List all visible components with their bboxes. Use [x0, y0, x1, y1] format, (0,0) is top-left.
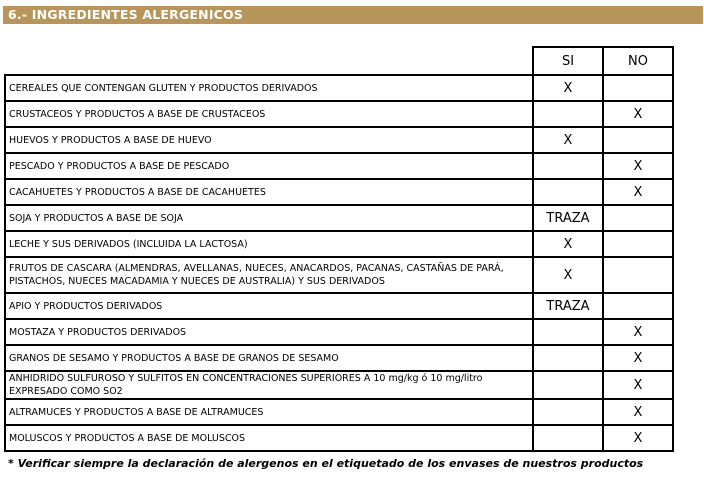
footnote: * Verificar siempre la declaración de alergenos en el etiquetado de los envases de nuestros productos	[8, 457, 644, 470]
allergen-si-mark	[533, 319, 603, 345]
allergen-si-mark	[533, 371, 603, 399]
allergen-si-mark	[533, 425, 603, 451]
allergen-si-mark	[533, 153, 603, 179]
allergen-no-mark: X	[603, 425, 673, 451]
allergen-name: APIO Y PRODUCTOS DERIVADOS	[5, 293, 533, 319]
allergen-no-mark	[603, 293, 673, 319]
allergen-row	[5, 231, 673, 257]
allergens-table	[4, 46, 674, 452]
allergen-si-mark: TRAZA	[533, 205, 603, 231]
allergen-row	[5, 257, 673, 293]
allergen-si-mark	[533, 101, 603, 127]
allergen-row	[5, 371, 673, 399]
allergen-row	[5, 75, 673, 101]
allergen-name: MOSTAZA Y PRODUCTOS DERIVADOS	[5, 319, 533, 345]
allergen-name: SOJA Y PRODUCTOS A BASE DE SOJA	[5, 205, 533, 231]
allergen-no-mark: X	[603, 153, 673, 179]
allergen-row	[5, 319, 673, 345]
allergen-name: CRUSTACEOS Y PRODUCTOS A BASE DE CRUSTACEOS	[5, 101, 533, 127]
allergen-si-mark: X	[533, 127, 603, 153]
allergen-no-mark: X	[603, 371, 673, 399]
column-header-no: NO	[603, 47, 673, 75]
allergen-no-mark: X	[603, 399, 673, 425]
table-header-blank	[5, 47, 533, 75]
allergen-name: LECHE Y SUS DERIVADOS (INCLUIDA LA LACTOSA)	[5, 231, 533, 257]
allergen-si-mark: TRAZA	[533, 293, 603, 319]
allergen-row	[5, 101, 673, 127]
section-title: 6.- INGREDIENTES ALERGENICOS	[3, 6, 703, 24]
allergen-row	[5, 205, 673, 231]
allergens-table-body	[5, 47, 673, 451]
allergen-row	[5, 153, 673, 179]
allergen-name: PESCADO Y PRODUCTOS A BASE DE PESCADO	[5, 153, 533, 179]
allergen-no-mark	[603, 231, 673, 257]
allergen-name: CEREALES QUE CONTENGAN GLUTEN Y PRODUCTOS DERIVADOS	[5, 75, 533, 101]
allergen-row	[5, 345, 673, 371]
allergen-si-mark	[533, 399, 603, 425]
allergen-row	[5, 179, 673, 205]
allergen-si-mark	[533, 179, 603, 205]
allergen-name: ALTRAMUCES Y PRODUCTOS A BASE DE ALTRAMUCES	[5, 399, 533, 425]
allergen-row	[5, 293, 673, 319]
column-header-si: SI	[533, 47, 603, 75]
allergen-no-mark: X	[603, 319, 673, 345]
table-header-row	[5, 47, 673, 75]
allergen-no-mark	[603, 205, 673, 231]
allergen-name: FRUTOS DE CASCARA (ALMENDRAS, AVELLANAS, NUECES, ANACARDOS, PACANAS, CASTAÑAS DE PARÁ, PISTACHOS, NUECES MACADAMIA Y NUECES DE AUSTRALIA) Y SUS DERIVADOS	[5, 257, 533, 293]
allergen-name: CACAHUETES Y PRODUCTOS A BASE DE CACAHUETES	[5, 179, 533, 205]
allergen-no-mark: X	[603, 101, 673, 127]
allergen-si-mark: X	[533, 75, 603, 101]
allergen-name: HUEVOS Y PRODUCTOS A BASE DE HUEVO	[5, 127, 533, 153]
allergen-name: GRANOS DE SESAMO Y PRODUCTOS A BASE DE GRANOS DE SESAMO	[5, 345, 533, 371]
allergen-si-mark	[533, 345, 603, 371]
allergen-name: MOLUSCOS Y PRODUCTOS A BASE DE MOLUSCOS	[5, 425, 533, 451]
allergen-no-mark: X	[603, 179, 673, 205]
allergen-row	[5, 127, 673, 153]
allergen-no-mark	[603, 75, 673, 101]
allergen-no-mark	[603, 257, 673, 293]
allergen-si-mark: X	[533, 257, 603, 293]
allergen-no-mark: X	[603, 345, 673, 371]
allergen-si-mark: X	[533, 231, 603, 257]
allergen-row	[5, 425, 673, 451]
allergen-row	[5, 399, 673, 425]
allergen-no-mark	[603, 127, 673, 153]
allergen-name: ANHIDRIDO SULFUROSO Y SULFITOS EN CONCENTRACIONES SUPERIORES A 10 mg/kg ó 10 mg/litro EXPRESADO COMO SO2	[5, 371, 533, 399]
